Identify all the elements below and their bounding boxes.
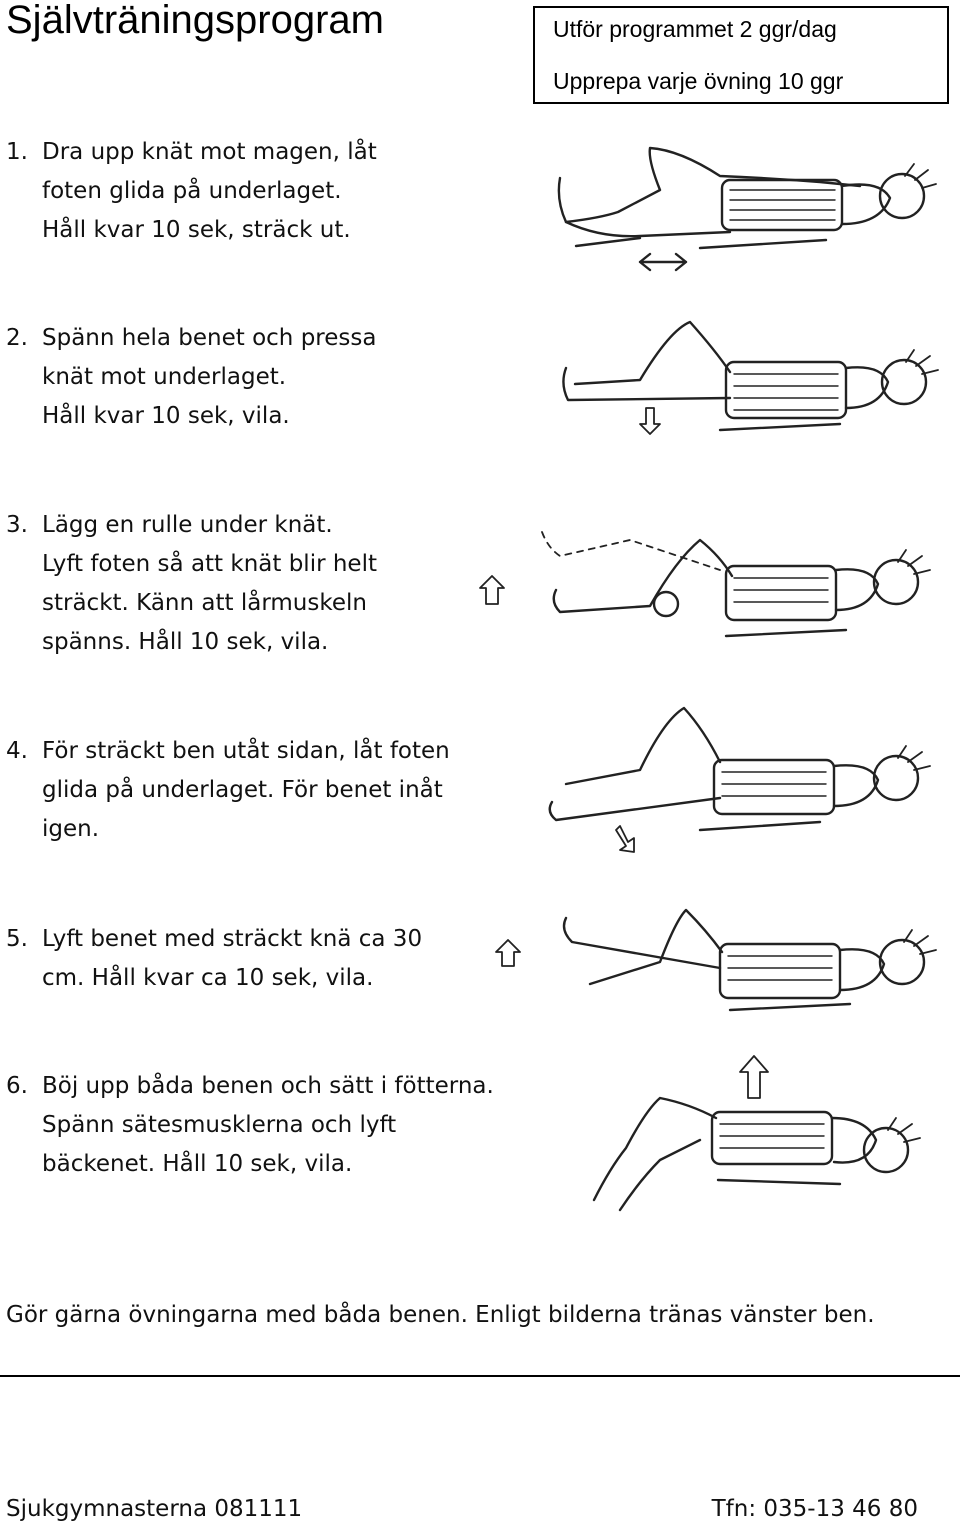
exercise-6-illustration xyxy=(594,1056,920,1210)
footer-organization: Sjukgymnasterna 081111 xyxy=(6,1496,303,1522)
exercise-number: 4. xyxy=(6,738,28,764)
exercise-3-illustration xyxy=(480,532,930,636)
exercise-number: 6. xyxy=(6,1073,28,1099)
exercise-description: Lyft benet med sträckt knä ca 30 cm. Håll kvar ca 10 sek, vila. xyxy=(42,926,423,991)
repetition-text: Upprepa varje övning 10 ggr xyxy=(553,68,844,94)
exercise-description: Böj upp båda benen och sätt i fötterna. Spänn sätesmusklerna och lyft bäckenet. Håll 10 sek, vila. xyxy=(42,1073,494,1177)
exercise-description: Spänn hela benet och pressa knät mot underlaget. Håll kvar 10 sek, vila. xyxy=(42,325,377,429)
footer-phone: Tfn: 035-13 46 80 xyxy=(711,1496,918,1522)
exercise-1-illustration xyxy=(559,148,936,270)
exercise-5-illustration xyxy=(496,910,936,1010)
exercise-number: 3. xyxy=(6,512,28,538)
page-title: Självträningsprogram xyxy=(6,0,384,42)
exercise-description: För sträckt ben utåt sidan, låt foten glida på underlaget. För benet inåt igen. xyxy=(42,738,450,842)
exercise-number: 1. xyxy=(6,139,28,165)
frequency-text: Utför programmet 2 ggr/dag xyxy=(553,16,837,42)
exercise-description: Dra upp knät mot magen, låt foten glida på underlaget. Håll kvar 10 sek, sträck ut. xyxy=(42,139,377,243)
exercise-4-illustration xyxy=(550,708,930,852)
exercise-description: Lägg en rulle under knät. Lyft foten så att knät blir helt sträckt. Känn att lårmuskeln spänns. Håll 10 sek, vila. xyxy=(42,512,377,655)
footer-divider xyxy=(0,1375,960,1377)
exercise-number: 2. xyxy=(6,325,28,351)
exercise-2-illustration xyxy=(563,322,938,434)
general-note: Gör gärna övningarna med båda benen. Enligt bilderna tränas vänster ben. xyxy=(6,1302,875,1328)
exercise-number: 5. xyxy=(6,926,28,952)
